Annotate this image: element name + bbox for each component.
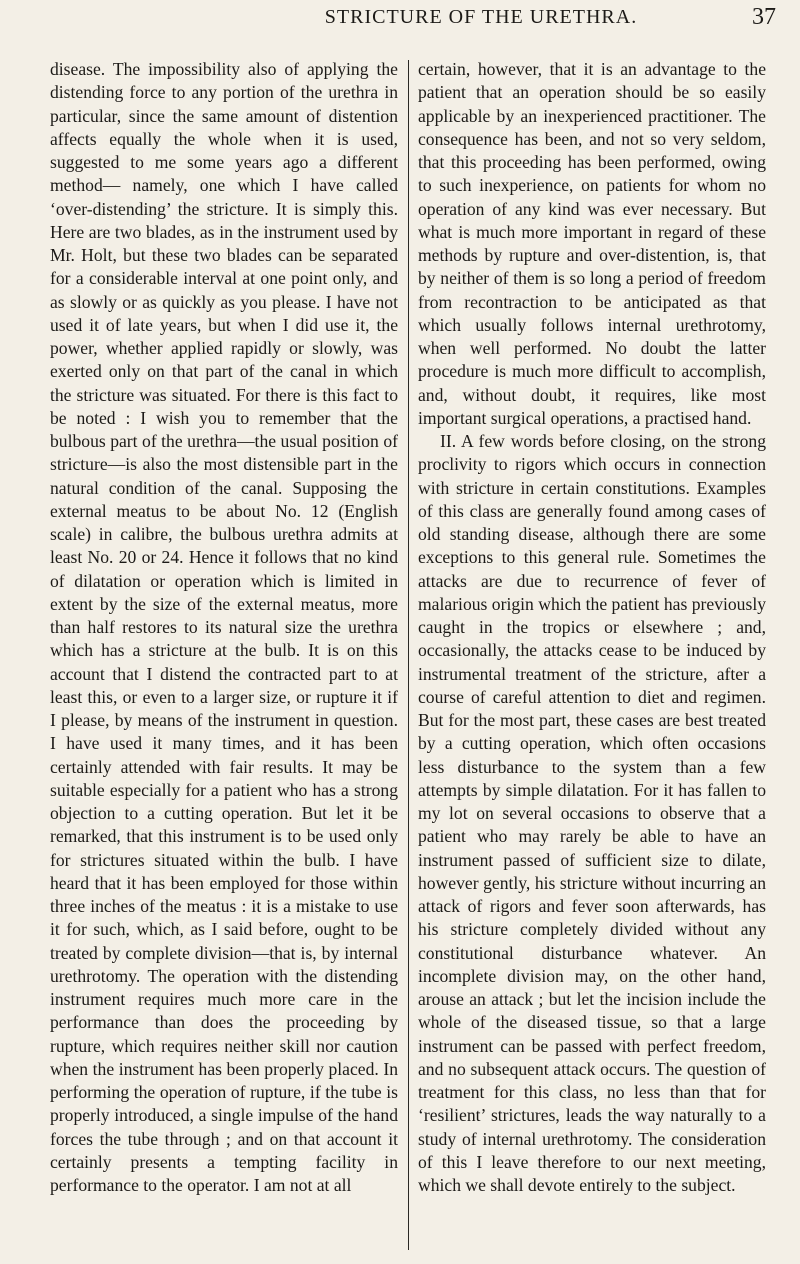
left-column	[50, 58, 398, 1197]
column-divider	[408, 60, 409, 1250]
paragraph: certain, however, that it is an advantage to the patient that an operation should be so easily applicable by an inexperienced practitioner. The consequence has been, and not so very seldom, that this proceeding has been performed, owing to such inexperience, on patients for whom no operation of any kind was ever necessary. But what is much more important in regard of these methods by rupture and over-distention, is, that by neither of them is so long a period of freedom from recontraction to be anticipated as that which usually follows internal urethrotomy, when well performed. No doubt the latter procedure is much more difficult to accomplish, and, without doubt, it requires, like most important surgical operations, a practised hand.	[418, 59, 766, 428]
running-title: STRICTURE OF THE URETHRA.	[324, 6, 638, 28]
page-number: 37	[752, 4, 776, 30]
right-column	[418, 58, 766, 1197]
paragraph: disease. The impossibility also of applying the distending force to any portion of the urethra in particular, since the same amount of distention affects equally the whole when it is used, suggested to me some years ago a different method— namely, one which I have called ‘over-distending’ the stricture. It is simply this. Here are two blades, as in the instrument used by Mr. Holt, but these two blades can be separated for a considerable interval at one point only, and as slowly or as quickly as you please. I have not used it of late years, but when I did use it, the power, whether applied rapidly or slowly, was exerted only on that part of the canal in which the stricture was situated. For there is this fact to be noted : I wish you to remember that the bulbous part of the urethra—the usual position of stricture—is also the most distensible part in the natural condition of the canal. Supposing the external meatus to be about No. 12 (English scale) in calibre, the bulbous urethra admits at least No. 20 or 24. Hence it follows that no kind of dilatation or operation which is limited in extent by the size of the external meatus, more than half restores to its natural size the urethra which has a stricture at the bulb. It is on this account that I distend the contracted part to at least this, or even to a larger size, or rupture it if I please, by means of the instrument in question. I have used it many times, and it has been certainly attended with fair results. It may be suitable especially for a patient who has a strong objection to a cutting operation. But let it be remarked, that this instrument is to be used only for strictures situated within the bulb. I have heard that it has been employed for those within three inches of the meatus : it is a mistake to use it for such, which, as I said before, ought to be treated by complete division—that is, by internal urethrotomy. The operation with the distending instrument requires much more care in the performance than does the proceeding by rupture, which requires neither skill nor caution when the instrument has been properly placed. In performing the operation of rupture, if the tube is properly introduced, a single impulse of the hand forces the tube through ; and on that account it certainly presents a tempting facility in performance to the operator. I am not at all	[50, 59, 398, 1195]
paragraph: II. A few words before closing, on the strong proclivity to rigors which occurs in connection with stricture in certain constitutions. Examples of this class are generally found among cases of old standing disease, although there are some exceptions to this general rule. Sometimes the attacks are due to recurrence of fever of malarious origin which the patient has previously caught in the tropics or elsewhere ; and, occasionally, the attacks cease to be induced by instrumental treatment of the stricture, after a course of careful attention to diet and regimen. But for the most part, these cases are best treated by a cutting operation, which often occasions less disturbance to the system than a few attempts by simple dilatation. For it has fallen to my lot on several occasions to observe that a patient who may rarely be able to have an instrument passed of sufficient size to dilate, however gently, his stricture without incurring an attack of rigors and fever soon afterwards, has his stricture completely divided without any constitutional disturbance whatever. An incomplete division may, on the other hand, arouse an attack ; but let the incision include the whole of the diseased tissue, so that a large instrument can be passed with perfect freedom, and no subsequent attack occurs. The question of treatment for this class, no less than that for ‘resilient’ strictures, leads the way naturally to a study of internal urethrotomy. The consideration of this I leave therefore to our next meeting, which we shall devote entirely to the subject.	[418, 431, 766, 1195]
